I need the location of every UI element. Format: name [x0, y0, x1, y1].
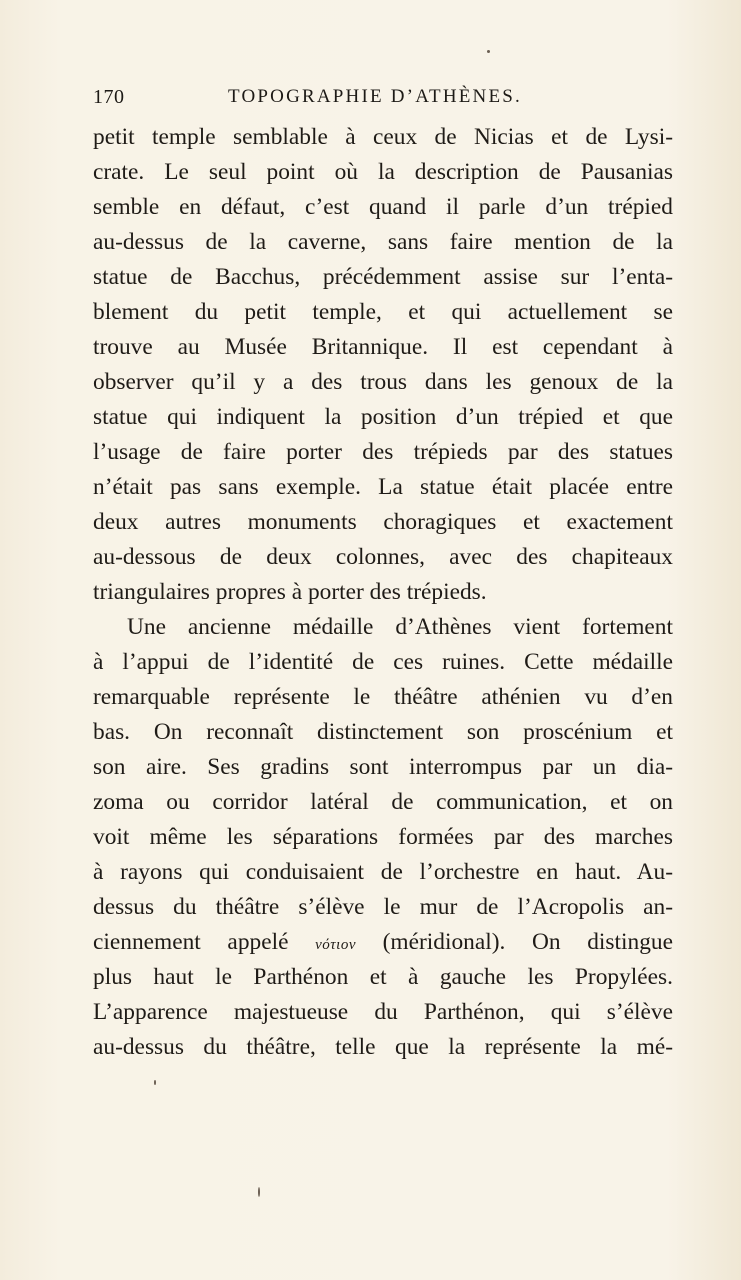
text-segment: (méridional). On distingue — [382, 929, 673, 955]
text-line: statue de Bacchus, précédemment assise sur l’enta- — [93, 264, 673, 290]
text-line: zoma ou corridor latéral de communication, et on — [93, 789, 673, 815]
text-line: au-dessus de la caverne, sans faire mention de la — [93, 229, 673, 255]
paper-speck — [258, 1187, 260, 1197]
paper-speck — [487, 50, 490, 53]
text-line: l’usage de faire porter des trépieds par des statues — [93, 439, 673, 465]
text-line: statue qui indiquent la position d’un trépied et que — [93, 404, 673, 430]
body-text — [93, 120, 673, 1065]
mixed-greek-line — [93, 925, 673, 960]
greek-word: νότιον — [315, 937, 356, 953]
text-line: son aire. Ses gradins sont interrompus par un dia- — [93, 754, 673, 780]
paper-speck — [154, 1080, 156, 1085]
running-head — [93, 86, 667, 116]
text-line: petit temple semblable à ceux de Nicias et de Lysi- — [93, 124, 673, 150]
text-line: trouve au Musée Britannique. Il est cependant à — [93, 334, 673, 360]
text-line: remarquable représente le théâtre athénien vu d’en — [93, 684, 673, 710]
text-line: n’était pas sans exemple. La statue était placée entre — [93, 474, 673, 500]
text-line: à rayons qui conduisaient de l’orchestre en haut. Au- — [93, 859, 673, 885]
text-line: à l’appui de l’identité de ces ruines. Cette médaille — [93, 649, 673, 675]
page-number: 170 — [93, 86, 125, 108]
paragraph-start-line: Une ancienne médaille d’Athènes vient fortement — [127, 614, 673, 640]
paragraph-end-line: triangulaires propres à porter des trépieds. — [93, 579, 487, 605]
text-line: plus haut le Parthénon et à gauche les Propylées. — [93, 964, 673, 990]
text-line: semble en défaut, c’est quand il parle d’un trépied — [93, 194, 673, 220]
text-line: voit même les séparations formées par des marches — [93, 824, 673, 850]
text-line: au-dessus du théâtre, telle que la représente la mé- — [93, 1034, 673, 1060]
text-line: L’apparence majestueuse du Parthénon, qui s’élève — [93, 999, 673, 1025]
text-line: crate. Le seul point où la description de Pausanias — [93, 159, 673, 185]
text-line: dessus du théâtre s’élève le mur de l’Acropolis an- — [93, 894, 673, 920]
text-line: bas. On reconnaît distinctement son proscénium et — [93, 719, 673, 745]
running-title: TOPOGRAPHIE D’ATHÈNES. — [228, 86, 522, 107]
text-segment: ciennement appelé — [93, 929, 289, 955]
text-line: observer qu’il y a des trous dans les genoux de la — [93, 369, 673, 395]
text-line: deux autres monuments choragiques et exactement — [93, 509, 673, 535]
text-line: au-dessous de deux colonnes, avec des chapiteaux — [93, 544, 673, 570]
text-line: blement du petit temple, et qui actuellement se — [93, 299, 673, 325]
